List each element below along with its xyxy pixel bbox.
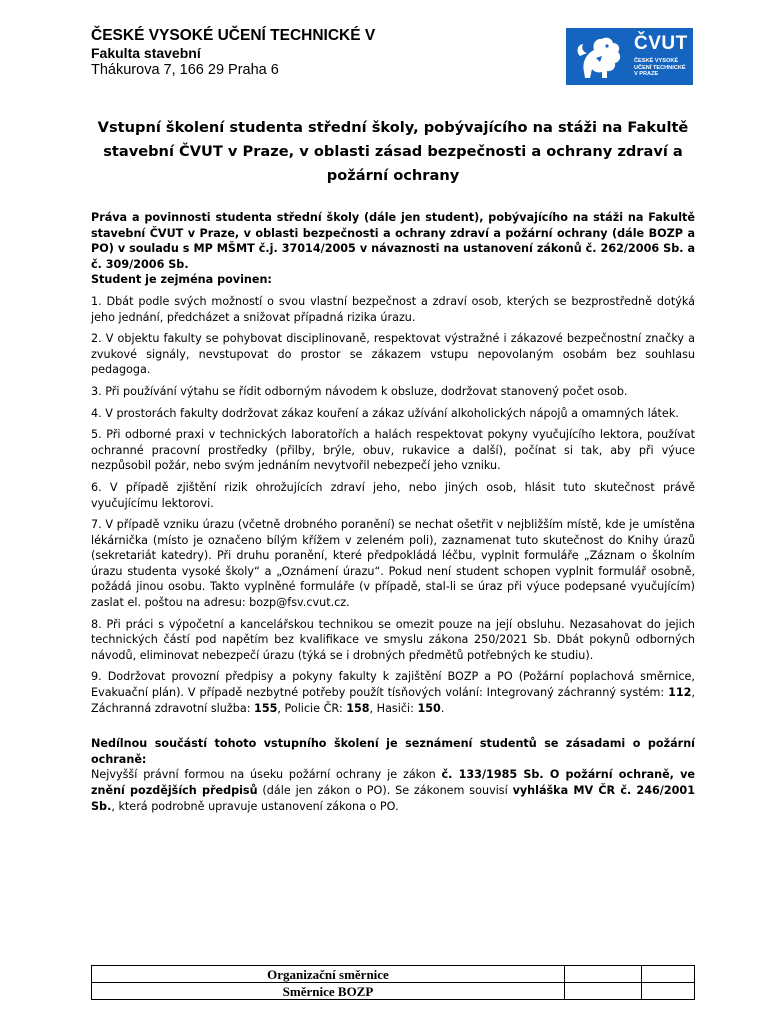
footer-empty-cell [642,983,695,1000]
footer-empty-cell [642,966,695,983]
faculty-address: Thákurova 7, 166 29 Praha 6 [91,62,279,78]
table-row [92,983,695,1000]
list-item: 1. Dbát podle svých možností o svou vlastní bezpečnost a zdraví osob, kterých se bezprostředně dotýká jeho jednání, předcházet a snižovat případná rizika úrazu. [91,294,695,324]
footer-org-directive: Organizační směrnice [92,966,565,983]
intro-rights: Práva a povinnosti studenta střední školy (dále jen student), pobývajícího na stáži na Fakultě stavební ČVUT v Praze, v oblasti bezpečnosti a ochrany zdraví a požární ochrany (dále BOZP a PO) v souladu s MP MŠMT č.j. 37014/2005 v návaznosti na ustanovení zákonů č. 262/2006 Sb. a č. 309/2006 Sb. [91,211,695,271]
list-item: 7. V případě vzniku úrazu (včetně drobného poranění) se nechat ošetřit v nejbližším místě, kde je umístěna lékárnička (místo je označeno bílým křížem v zeleném poli), zaznamenat tuto skutečnost do Knihy úrazů (sekretariát katedry). Při druhu poranění, které předpokládá léčbu, vyplnit formuláře „Záznam o školním úrazu studenta vysoké školy“ a „Oznámení úrazu“. Pokud není student schopen vyplnit formulář osobně, požádá jinou osobu. Takto vyplněné formuláře (v případě, stal-li se úraz při výuce podepsané vyučujícím) zaslat el. poštou na adresu: bozp@fsv.cvut.cz. [91,518,695,610]
list-item: 6. V případě zjištění rizik ohrožujících zdraví jeho, nebo jiných osob, hlásit tuto skutečnost právě vyučujícímu lektorovi. [91,480,695,510]
footer-table [91,965,695,1000]
cvut-logo [566,28,693,85]
fire-protection-heading: Nedílnou součástí tohoto vstupního školení je seznámení studentů se zásadami o požární ochraně: [91,737,695,766]
list-item-emergency-numbers [91,669,695,716]
fire-law-reference: č. 133/1985 Sb. O požární ochraně, ve znění pozdějších předpisů [91,768,695,797]
lion-emblem-icon [572,32,630,81]
intro-obliged: Student je zejména povinen: [91,273,272,287]
logo-wordmark: ČVUT [634,33,688,54]
document-body [91,210,695,814]
item9-text: 9. Dodržovat provozní předpisy a pokyny fakulty k zajištění BOZP a PO (Požární poplachová směrnice, Evakuační plán). V případě nezbytné potřeby použít tísňových volání: Integrovaný záchranný systém: [91,670,695,700]
faculty-name: Fakulta stavební [91,45,201,61]
document-header [91,27,571,80]
fire-text-part: (dále jen zákon o PO). Se zákonem souvisí [257,784,513,797]
logo-subtitle-line: ČESKÉ VYSOKÉ [634,58,679,64]
list-item: 2. V objektu fakulty se pohybovat disciplinovaně, respektovat výstražné i zákazové bezpečnostní značky a zvukové signály, nevstupovat do prostor se zákazem vstupu nepovolaným osobám bez souhlasu pedagoga. [91,332,695,377]
item9-separator: , Hasiči: [369,701,418,715]
emergency-number: 150 [417,701,441,715]
footer-bozp-directive: Směrnice BOZP [92,983,565,1000]
logo-subtitle-line: V PRAZE [634,71,659,78]
emergency-number: 155 [254,701,278,715]
footer-empty-cell [565,966,642,983]
list-item: 5. Při odborné praxi v technických laboratořích a halách respektovat pokyny vyučujícího lektora, používat ochranné pracovní prostředky (přilby, brýle, obuv, rukavice a další), počínat si tak, aby při výuce nezpůsobil požár, nebo svým jednáním nevytvořil nebezpečí jeho vzniku. [91,428,695,473]
fire-text-part: , která podrobně upravuje ustanovení zákona o PO. [111,799,399,813]
document-title: Vstupní školení studenta střední školy, pobývajícího na stáži na Fakultě stavební ČVUT v Praze, v oblasti zásad bezpečnosti a ochrany zdraví a požární ochrany [97,119,689,184]
footer-empty-cell [565,983,642,1000]
list-item: 8. Při práci s výpočetní a kancelářskou technikou se omezit pouze na její obsluhu. Nezasahovat do jejich technických částí pod napětím bez kvalifikace ve smyslu zákona 250/2021 Sb. Dbát pokynů odborných návodů, eliminovat nebezpečí úrazu (týká se i drobných předmětů potřebných ke studiu). [91,617,695,662]
item9-end: . [440,701,445,715]
fire-protection-text [91,767,695,814]
item9-separator: , Policie ČR: [277,701,347,715]
logo-subtitle [634,58,692,78]
emergency-number: 112 [668,686,692,700]
fire-decree-reference: vyhláška MV ČR č. 246/2001 Sb. [91,784,695,813]
table-row [92,966,695,983]
university-name: ČESKÉ VYSOKÉ UČENÍ TECHNICKÉ V [91,27,376,44]
list-item: 4. V prostorách fakulty dodržovat zákaz kouření a zákaz užívání alkoholických nápojů a omamných látek. [91,406,679,420]
list-item: 3. Při používání výtahu se řídit odborným návodem k obsluze, dodržovat stanovený počet osob. [91,384,628,398]
fire-text-part: Nejvyšší právní formou na úseku požární ochrany je zákon [91,768,442,782]
emergency-number: 158 [346,701,370,715]
logo-subtitle-line: UČENÍ TECHNICKÉ [634,64,686,71]
item9-separator: , Záchranná zdravotní služba: [91,686,695,715]
